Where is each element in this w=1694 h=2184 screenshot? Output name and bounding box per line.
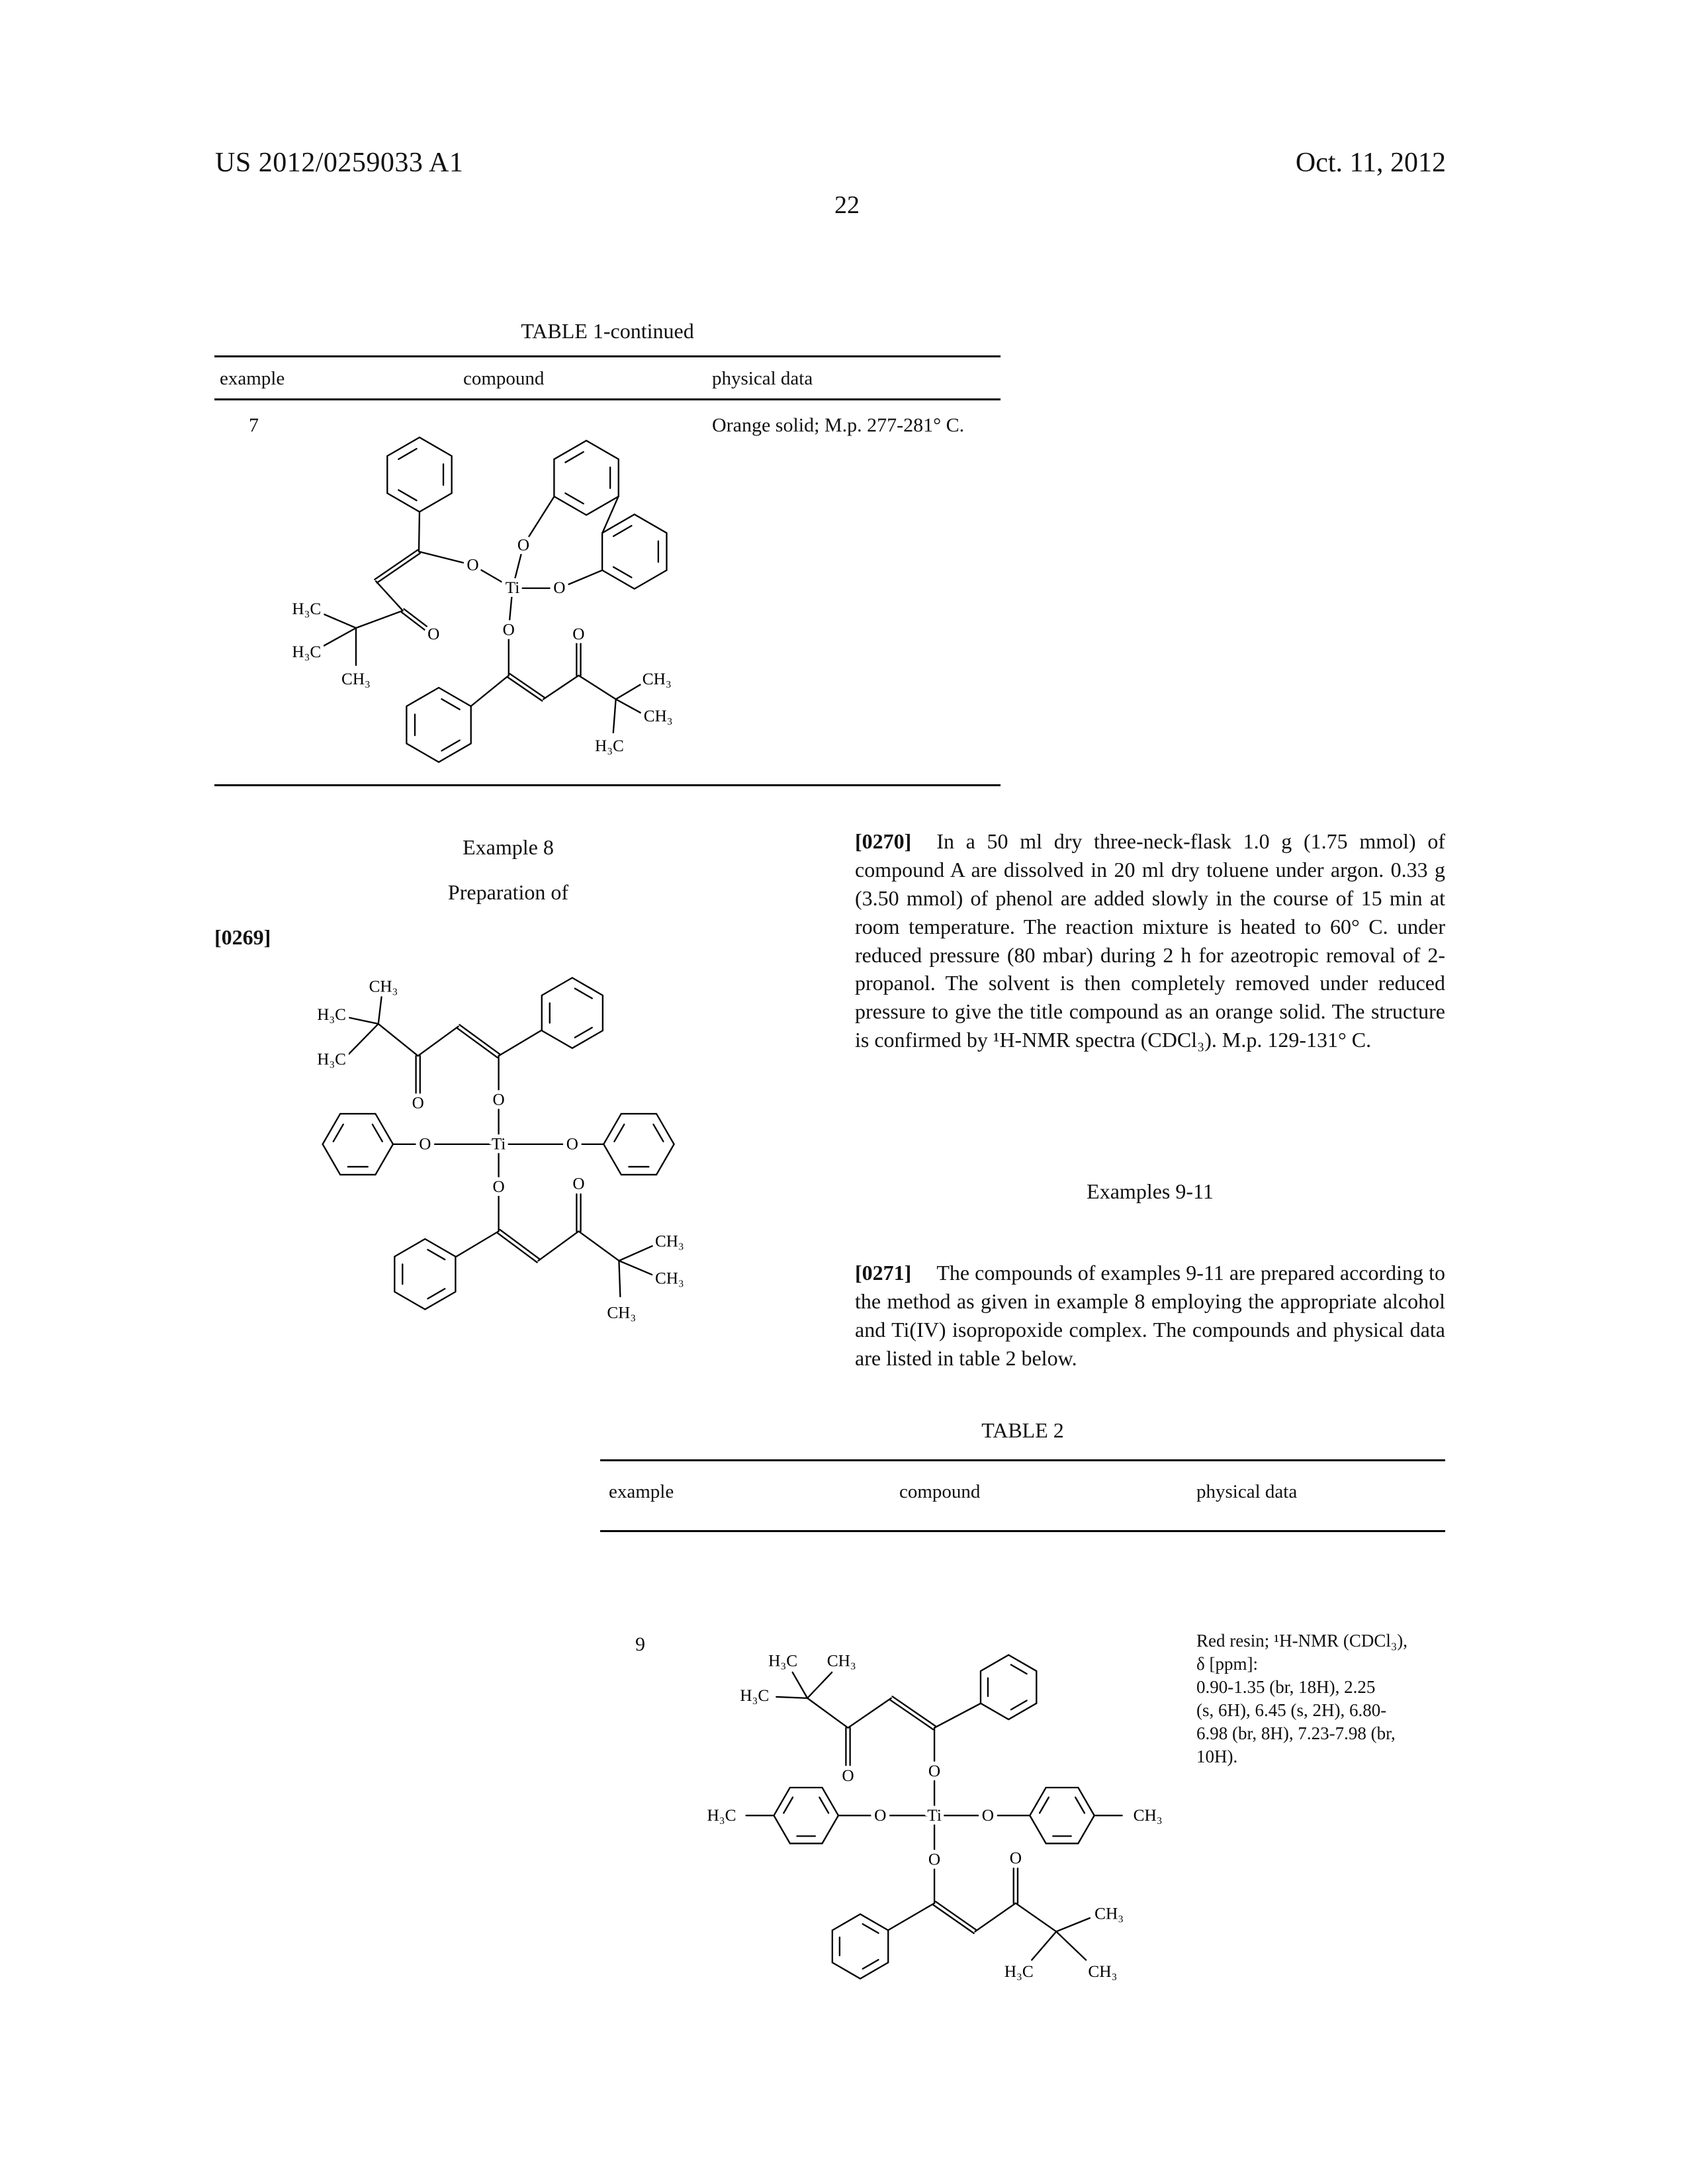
svg-text:Ti: Ti: [491, 1135, 506, 1154]
example8-subheading: Preparation of: [447, 880, 569, 904]
svg-text:O: O: [928, 1761, 941, 1780]
svg-text:O: O: [572, 1175, 585, 1193]
svg-text:CH₃: CH₃: [369, 978, 398, 996]
table2-header-example: example: [609, 1481, 674, 1502]
svg-text:O: O: [928, 1850, 941, 1869]
table1-title: TABLE 1-continued: [521, 319, 694, 343]
paragraph-0270-text: In a 50 ml dry three-neck-flask 1.0 g (1.75 mmol) of compound A are dissolved in 20 ml dry toluene under argon. 0.33 g (3.50 mmol) of phenol are added slowly in the course of 15 min at room temperature. The reaction mixture is heated to 60° C. under reduced pressure (80 mbar) during 2 h for azeotropic removal of 2-propanol. The solvent is then completely removed under reduced pressure to give the title compound as an orange solid. The structure is confirmed by ¹H-NMR spectra (CDCl₃). M.p. 129-131° C.: [855, 829, 1445, 1052]
example8-heading: Example 8: [463, 835, 554, 859]
table2-header-compound: compound: [899, 1481, 981, 1502]
svg-text:Ti: Ti: [927, 1806, 942, 1825]
compound-structure-example-7: [285, 414, 721, 773]
svg-text:O: O: [566, 1135, 578, 1154]
svg-text:O: O: [842, 1766, 854, 1785]
svg-text:CH₃: CH₃: [1088, 1962, 1118, 1981]
svg-text:H₃C: H₃C: [292, 643, 322, 662]
svg-text:O: O: [412, 1094, 424, 1113]
svg-text:CH₃: CH₃: [654, 1269, 684, 1288]
table2-header-rule: [600, 1530, 1445, 1532]
paragraph-0271: [855, 1259, 1445, 1373]
table1-header-compound: compound: [463, 368, 545, 389]
svg-text:CH₃: CH₃: [1133, 1806, 1163, 1825]
svg-text:O: O: [874, 1806, 887, 1825]
svg-text:CH₃: CH₃: [654, 1232, 684, 1251]
svg-text:H₃C: H₃C: [317, 1006, 346, 1024]
svg-text:O: O: [517, 536, 530, 555]
table2-row-example-number: 9: [635, 1633, 645, 1655]
svg-text:O: O: [502, 621, 515, 639]
table1-bottom-rule: [214, 784, 1001, 786]
table2-title: TABLE 2: [981, 1418, 1064, 1442]
table2-top-rule: [600, 1459, 1445, 1461]
svg-text:H₃C: H₃C: [595, 737, 624, 755]
svg-text:CH₃: CH₃: [607, 1304, 637, 1322]
svg-text:CH₃: CH₃: [1094, 1904, 1124, 1923]
svg-text:O: O: [1009, 1848, 1022, 1868]
patent-number: US 2012/0259033 A1: [215, 148, 464, 178]
svg-text:Ti: Ti: [505, 579, 520, 598]
svg-text:H₃C: H₃C: [317, 1050, 346, 1069]
table1-top-rule: [214, 355, 1001, 357]
table1-header-physical-data: physical data: [712, 368, 813, 389]
svg-text:O: O: [467, 556, 479, 574]
table1-header-example: example: [220, 368, 285, 389]
page-number: 22: [834, 191, 860, 219]
svg-text:O: O: [427, 625, 440, 644]
svg-text:CH₃: CH₃: [341, 670, 371, 688]
compound-structure-example-8: [311, 966, 708, 1338]
svg-text:O: O: [419, 1135, 431, 1154]
svg-text:H₃C: H₃C: [1004, 1962, 1034, 1981]
compound-structure-example-9: [685, 1640, 1188, 2001]
paragraph-0270: [855, 827, 1445, 1054]
publication-date: Oct. 11, 2012: [1295, 148, 1446, 178]
svg-text:O: O: [553, 579, 566, 598]
examples-9-11-heading: Examples 9-11: [1087, 1179, 1214, 1203]
svg-text:CH₃: CH₃: [643, 707, 673, 726]
paragraph-0271-text: The compounds of examples 9-11 are prepared according to the method as given in example 8 employing the appropriate alcohol and Ti(IV) isopropoxide complex. The compounds and physical data are listed in table 2 below.: [855, 1261, 1445, 1370]
paragraph-tag-0270: [0270]: [855, 829, 912, 853]
svg-text:CH₃: CH₃: [642, 670, 672, 688]
svg-text:O: O: [572, 625, 585, 644]
table1-row-example-number: 7: [249, 414, 259, 436]
svg-text:CH₃: CH₃: [826, 1651, 856, 1670]
table1-row-physical-data: Orange solid; M.p. 277-281° C.: [712, 414, 965, 436]
svg-text:O: O: [981, 1806, 995, 1825]
table2-row-physical-data: Red resin; ¹H-NMR (CDCl₃), δ [ppm]: 0.90-1.35 (br, 18H), 2.25 (s, 6H), 6.45 (s, 2H), 6.80- 6.98 (br, 8H), 7.23-7.98 (br, 10H).: [1196, 1631, 1407, 1767]
svg-text:O: O: [492, 1091, 505, 1109]
svg-text:H₃C: H₃C: [740, 1686, 770, 1705]
paragraph-tag-0271: [0271]: [855, 1261, 912, 1285]
table2-header-physical-data: physical data: [1196, 1481, 1298, 1502]
table1-header-rule: [214, 398, 1001, 400]
svg-text:H₃C: H₃C: [768, 1651, 798, 1670]
svg-text:H₃C: H₃C: [292, 600, 322, 619]
svg-text:O: O: [492, 1178, 505, 1197]
paragraph-tag-0269: [0269]: [214, 925, 271, 949]
svg-text:H₃C: H₃C: [707, 1806, 736, 1825]
